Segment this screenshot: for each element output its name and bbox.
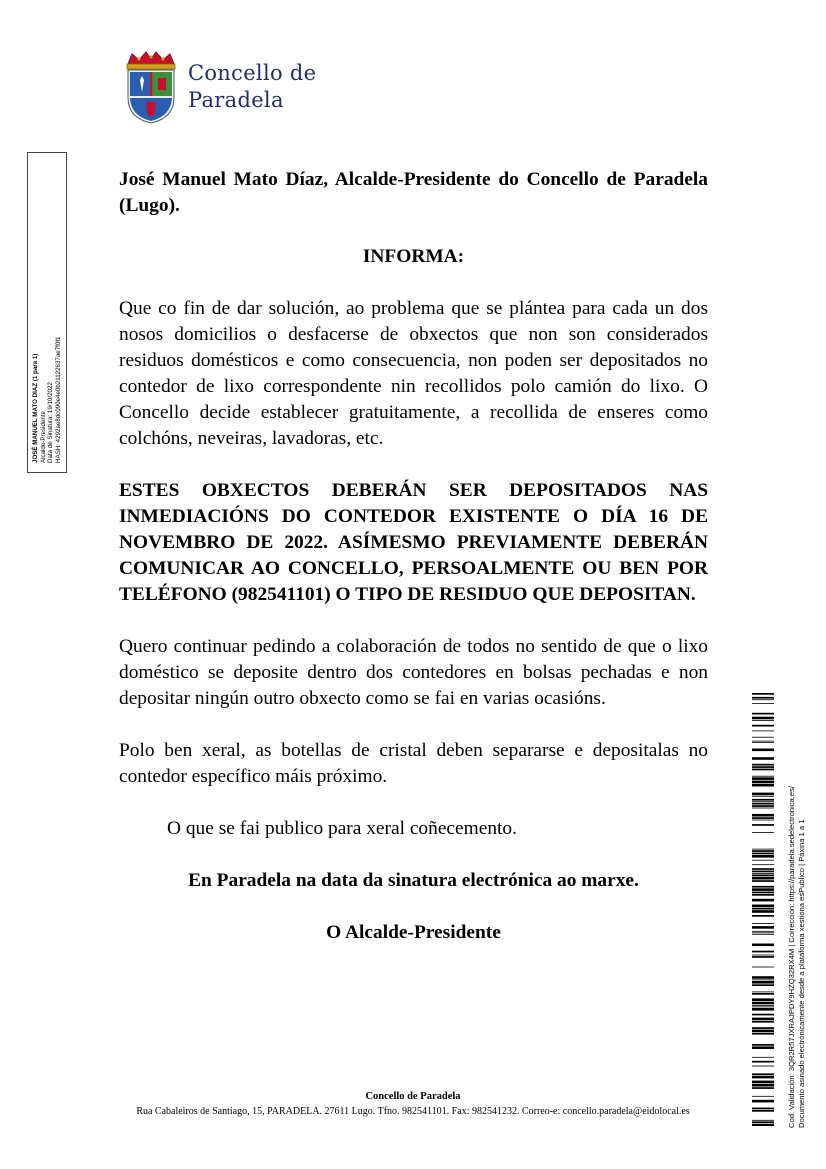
- barcode-bar: [752, 1066, 774, 1067]
- barcode-bar: [752, 737, 774, 738]
- barcode-bar: [752, 1073, 774, 1075]
- barcode-bar: [752, 1121, 774, 1123]
- barcode-bar: [752, 820, 774, 821]
- barcode-bar: [752, 880, 774, 882]
- validation-barcode: [752, 693, 774, 1126]
- barcode-bar: [752, 923, 774, 924]
- barcode-bar: [752, 944, 774, 947]
- barcode-bar: [752, 793, 774, 796]
- barcode-bar: [752, 699, 774, 700]
- document-header: José Manuel Mato Díaz, Alcalde-Presidente do Concello de Paradela (Lugo).: [119, 169, 708, 216]
- barcode-bar: [752, 799, 774, 801]
- paragraph-1: Que co fin de dar solución, ao problema que se plántea para cada un dos nosos domicilios o desfacerse de obxectos que non son considerados residuos domésticos e como consecuencia, non poden ser depositados no contedor de lixo correspondente nin recollidos polo camión do lixo. O Concello decide establecer gratuitamente, a recollida de enseres como colchóns, neveiras, lavadoras, etc.: [119, 298, 708, 449]
- barcode-bar: [752, 934, 774, 935]
- signature-line: O Alcalde-Presidente: [326, 922, 501, 943]
- barcode-bar: [752, 808, 774, 809]
- barcode-bar: [752, 998, 774, 1001]
- barcode-bar: [752, 1087, 774, 1089]
- validation-line-1: Cod. Validación: 3QR2R57JXRAJPDY9HZQ32RX4M | Corrección: https://paradela.sedelectronica.es/: [787, 785, 796, 1128]
- barcode-bar: [752, 853, 774, 855]
- barcode-bar: [752, 1120, 774, 1121]
- signature-stamp-box: [27, 152, 67, 473]
- barcode-bar: [752, 693, 774, 695]
- barcode-bar: [752, 805, 774, 807]
- barcode-bar: [752, 908, 774, 910]
- barcode-bar: [752, 984, 774, 986]
- barcode-bar: [752, 915, 774, 917]
- logo-wordmark: [188, 60, 316, 114]
- barcode-bar: [752, 796, 774, 797]
- barcode-bar: [752, 1124, 774, 1126]
- barcode-bar: [752, 803, 774, 805]
- barcode-bar: [752, 892, 774, 894]
- barcode-bar: [752, 832, 774, 833]
- barcode-bar: [752, 824, 774, 826]
- stamp-hash: HASH: 4292ae8dc090e4e0b21122637ae7f0f1: [54, 336, 62, 463]
- stamp-role: Alcalde-Presidente: [39, 410, 47, 463]
- barcode-bar: [752, 1002, 774, 1005]
- barcode-bar: [752, 1100, 774, 1103]
- barcode-bar: [752, 886, 774, 888]
- barcode-bar: [752, 801, 774, 802]
- barcode-bar: [752, 713, 774, 715]
- validation-line-2: Documento asinado electrónicamente desde a plataforma xestiona esPublico | Páxina 1 a 1: [797, 819, 806, 1128]
- barcode-bar: [752, 769, 774, 771]
- barcode-bar: [752, 757, 774, 760]
- barcode-bar: [752, 932, 774, 933]
- barcode-bar: [752, 1018, 774, 1021]
- barcode-bar: [752, 980, 774, 981]
- stamp-signer: JOSÉ MANUEL MATO DIAZ (1 para 1): [32, 353, 39, 463]
- barcode-bar: [752, 1044, 774, 1046]
- barcode-bar: [752, 976, 774, 979]
- barcode-bar: [752, 817, 774, 819]
- barcode-bar: [752, 875, 774, 877]
- barcode-bar: [752, 1030, 774, 1033]
- paragraph-5: O que se fai publico para xeral coñecemento.: [167, 818, 517, 839]
- side-validation-text: [787, 786, 807, 1128]
- barcode-bar: [752, 864, 774, 865]
- barcode-bar: [752, 1110, 774, 1112]
- municipality-logo: [120, 50, 350, 125]
- barcode-bar: [752, 877, 774, 880]
- logo-line-2: Paradela: [188, 88, 284, 112]
- barcode-bar: [752, 849, 774, 850]
- footer-address: Rua Cabaleiros de Santiago, 15, PARADELA. 27611 Lugo. Tfno. 982541101. Fax: 982541232. Correo-e: concello.paradela@eidolocal.es: [136, 1106, 690, 1117]
- barcode-bar: [752, 1046, 774, 1049]
- logo-line-1: Concello de: [188, 61, 317, 85]
- footer-title: Concello de Paradela: [365, 1091, 461, 1102]
- barcode-bar: [752, 981, 774, 984]
- barcode-bar: [752, 1076, 774, 1079]
- barcode-bar: [752, 784, 774, 787]
- barcode-bar: [752, 1061, 774, 1063]
- barcode-bar: [752, 899, 774, 902]
- barcode-bar: [752, 766, 774, 768]
- barcode-bar: [752, 731, 774, 732]
- barcode-bar: [752, 777, 774, 780]
- barcode-bar: [752, 931, 774, 932]
- barcode-bar: [752, 741, 774, 742]
- barcode-bar: [752, 776, 774, 777]
- barcode-bar: [752, 873, 774, 874]
- barcode-bar: [752, 1014, 774, 1016]
- barcode-bar: [752, 742, 774, 743]
- barcode-bar: [752, 850, 774, 852]
- signature-stamp-text: [32, 163, 62, 463]
- barcode-bar: [752, 720, 774, 721]
- barcode-bar: [752, 855, 774, 858]
- barcode-bar: [752, 781, 774, 784]
- barcode-bar: [752, 1027, 774, 1029]
- barcode-bar: [752, 814, 774, 817]
- barcode-bar: [752, 1007, 774, 1008]
- barcode-bar: [752, 955, 774, 956]
- barcode-bar: [752, 1005, 774, 1006]
- paragraph-6: En Paradela na data da sinatura electrónica ao marxe.: [188, 870, 639, 891]
- barcode-bar: [752, 725, 774, 727]
- barcode-bar: [752, 764, 774, 766]
- barcode-bar: [752, 868, 774, 870]
- barcode-bar: [752, 717, 774, 720]
- barcode-bar: [752, 697, 774, 699]
- barcode-bar: [752, 1057, 774, 1058]
- barcode-bar: [752, 905, 774, 908]
- barcode-bar: [752, 956, 774, 958]
- barcode-bar: [752, 993, 774, 995]
- barcode-bar: [752, 1021, 774, 1023]
- barcode-bar: [752, 1081, 774, 1084]
- barcode-bar: [752, 888, 774, 891]
- document-body: [119, 167, 708, 946]
- barcode-bar: [752, 1033, 774, 1035]
- barcode-bar: [752, 951, 774, 953]
- barcode-bar: [752, 894, 774, 896]
- barcode-bar: [752, 992, 774, 993]
- barcode-bar: [752, 1096, 774, 1097]
- barcode-bar: [752, 749, 774, 752]
- paragraph-3: Quero continuar pedindo a colaboración de todos no sentido de que o lixo doméstico se deposite dentro dos contedores en bolsas pechadas e non depositar ningún outro obxecto como se fai en varias ocasións.: [119, 636, 708, 709]
- barcode-bar: [752, 1084, 774, 1087]
- stamp-date: Data de Sinatura: 19/10/2022: [47, 381, 54, 463]
- barcode-bar: [752, 910, 774, 913]
- barcode-bar: [752, 967, 774, 968]
- barcode-bar: [752, 926, 774, 929]
- coat-of-arms-icon: [120, 50, 182, 124]
- paragraph-4: Polo ben xeral, as botellas de cristal deben separarse e depositalas no contedor específico máis próximo.: [119, 740, 708, 787]
- barcode-bar: [752, 1108, 774, 1110]
- paragraph-2-notice: ESTES OBXECTOS DEBERÁN SER DEPOSITADOS NAS INMEDIACIÓNS DO CONTEDOR EXISTENTE O DÍA 16 DE NOVEMBRO DE 2022. ASÍMESMO PREVIAMENTE DEBERÁN COMUNICAR AO CONCELLO, PERSOALMENTE OU BEN POR TELÉFONO (982541101) O TIPO DE RESIDUO QUE DEPOSITAN.: [119, 480, 708, 605]
- barcode-bar: [752, 871, 774, 873]
- barcode-bar: [752, 703, 774, 704]
- barcode-bar: [752, 860, 774, 861]
- barcode-bar: [752, 1008, 774, 1011]
- informa-heading: INFORMA:: [362, 246, 465, 267]
